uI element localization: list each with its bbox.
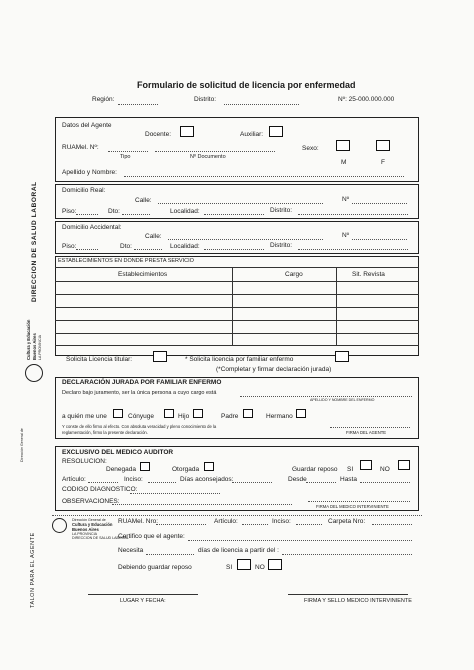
est-row-line <box>55 307 419 308</box>
real-calle-label: Calle: <box>135 197 152 204</box>
med-hasta-field[interactable] <box>360 482 410 483</box>
acc-piso-label: Piso: <box>62 243 77 250</box>
med-desde-field[interactable] <box>306 482 336 483</box>
est-row-line <box>55 294 419 295</box>
acc-distrito-field[interactable] <box>298 249 408 250</box>
real-dto-field[interactable] <box>122 214 150 215</box>
acc-localidad-field[interactable] <box>204 249 264 250</box>
acc-nro-label: Nº <box>342 232 350 239</box>
talon-carpeta-field[interactable] <box>372 524 412 525</box>
solicita-nota: (*Completar y firmar declaración jurada) <box>216 366 332 373</box>
auxiliar-checkbox[interactable] <box>269 126 283 137</box>
logo-small-line-1: Dirección General de <box>72 518 106 522</box>
talon-carpeta-label: Carpeta Nro: <box>328 518 366 525</box>
distrito-label: Distrito: <box>194 96 217 103</box>
denegada-checkbox[interactable] <box>140 462 150 471</box>
auxiliar-label: Auxiliar: <box>240 131 264 138</box>
solicita-titular-checkbox[interactable] <box>153 351 167 362</box>
side-direccion-label: DIRECCION DE SALUD LABORAL <box>31 181 38 302</box>
lugar-fecha-line <box>88 594 198 595</box>
med-articulo-label: Artículo: <box>62 476 86 483</box>
docente-label: Docente: <box>145 131 172 138</box>
distrito-field[interactable] <box>224 104 299 105</box>
padre-label: Padre <box>221 413 239 420</box>
logo-line-3: Buenos Aires <box>32 333 37 360</box>
med-inciso-label: Inciso: <box>124 476 143 483</box>
declaracion-quien-label: a quién me une <box>62 413 107 420</box>
acc-dto-label: Dto: <box>120 243 132 250</box>
observaciones-field[interactable] <box>112 504 292 505</box>
acc-dto-field[interactable] <box>134 249 162 250</box>
talon-si-label: SI <box>226 564 233 571</box>
declaracion-enfermo-field[interactable] <box>240 396 412 397</box>
padre-checkbox[interactable] <box>243 409 253 418</box>
logo-small-line-3: Buenos Aires <box>72 527 99 532</box>
talon-inciso-field[interactable] <box>296 524 322 525</box>
est-row-line <box>55 320 419 321</box>
talon-no-label: NO <box>255 564 265 571</box>
form-number: Nº: 25-000.000.000 <box>338 96 395 103</box>
real-distrito-label: Distrito: <box>270 207 293 214</box>
est-col-sit-revista: Sit. Revista <box>352 271 385 278</box>
talon-seal-icon <box>52 518 67 533</box>
logo-small-line-2: Cultura y Educación <box>72 522 113 527</box>
logo-line-2: Cultura y Educación <box>26 319 31 360</box>
tipo-label: Tipo <box>120 154 131 160</box>
solicita-familiar-checkbox[interactable] <box>335 351 349 362</box>
ruamel-label: RUAMel. Nº: <box>62 144 99 151</box>
declaracion-line1: Declaro bajo juramento, ser la única persona a cuyo cargo está <box>62 390 217 396</box>
real-nro-label: Nº <box>342 196 350 203</box>
lugar-fecha-label: LUGAR Y FECHA: <box>120 598 166 604</box>
ndoc-label: Nº Documento <box>190 154 226 160</box>
otorgada-label: Otorgada <box>172 466 200 473</box>
est-col-establecimientos: Establecimientos <box>118 271 168 278</box>
medico-firma-field[interactable] <box>308 501 410 502</box>
med-articulo-field[interactable] <box>88 482 118 483</box>
est-row-line <box>55 345 419 346</box>
solicita-familiar-label: * Solicita licencia por familiar enfermo <box>185 356 294 363</box>
guardar-reposo-label: Guardar reposo <box>292 466 338 473</box>
declaracion-firma-field[interactable] <box>330 427 410 428</box>
est-header-top-line <box>55 267 419 268</box>
acc-localidad-label: Localidad: <box>170 243 200 250</box>
est-col-cargo: Cargo <box>285 271 303 278</box>
med-inciso-field[interactable] <box>148 482 176 483</box>
acc-calle-field[interactable] <box>168 239 323 240</box>
guardar-no-checkbox[interactable] <box>398 460 410 470</box>
talon-inciso-label: Inciso: <box>272 518 291 525</box>
talon-no-checkbox[interactable] <box>268 559 282 570</box>
logo-line-4: LA PROVINCIA <box>38 335 42 360</box>
certifico-label: Certifico que el agente: <box>118 533 185 540</box>
logo-small-line-4: LA PROVINCIA <box>72 532 97 536</box>
talon-ruamel-field[interactable] <box>156 524 206 525</box>
codigo-diagnostico-field[interactable] <box>130 493 220 494</box>
conyuge-checkbox[interactable] <box>113 409 123 418</box>
region-field[interactable] <box>118 104 158 105</box>
real-localidad-field[interactable] <box>204 214 264 215</box>
cut-line <box>52 515 422 516</box>
ruamel-field[interactable] <box>108 151 148 152</box>
guardar-no-label: NO <box>380 466 390 473</box>
accidental-heading: Domicilio Accidental: <box>62 224 122 231</box>
sexo-label: Sexo: <box>302 145 319 152</box>
apellido-field[interactable] <box>124 176 404 177</box>
side-talon-label: TALON PARA EL AGENTE <box>30 532 36 608</box>
apellido-label: Apellido y Nombre: <box>62 169 117 176</box>
agente-heading: Datos del Agente <box>62 122 112 129</box>
necesita-label: Necesita <box>118 547 144 554</box>
hijo-checkbox-2[interactable] <box>193 409 203 418</box>
med-dias-field[interactable] <box>232 482 272 483</box>
declaracion-firma-label: FIRMA DEL AGENTE <box>346 430 387 435</box>
necesita-field[interactable] <box>146 554 194 555</box>
sexo-f-label: F <box>381 159 385 166</box>
real-nro-field[interactable] <box>352 203 407 204</box>
talon-dias-label: días de licencia a partir del : <box>198 547 279 554</box>
med-dias-label: Días aconsejados: <box>180 476 234 483</box>
province-seal-icon <box>25 364 43 382</box>
certifico-field[interactable] <box>188 540 412 541</box>
med-hasta-label: Hasta <box>340 476 357 483</box>
acc-piso-field[interactable] <box>76 249 98 250</box>
declaracion-apellido-label: APELLIDO Y NOMBRE DEL ENFERMO <box>310 398 375 402</box>
real-piso-label: Piso: <box>62 208 77 215</box>
real-heading: Domicilio Real: <box>62 187 106 194</box>
medico-firma-label: FIRMA DEL MEDICO INTERVINIENTE <box>316 504 389 509</box>
otorgada-checkbox[interactable] <box>204 462 214 471</box>
real-dto-label: Dto: <box>108 208 120 215</box>
declaracion-heading: DECLARACIÓN JURADA POR FAMILIAR ENFERMO <box>62 379 222 386</box>
est-row-line <box>55 281 419 282</box>
real-calle-field[interactable] <box>158 203 323 204</box>
declaracion-texto2: reglamentación, firmo la presente declaración. <box>62 430 148 435</box>
denegada-label: Denegada <box>106 466 136 473</box>
logo-small-line-5: DIRECCION DE SALUD LABORAL <box>72 536 129 540</box>
declaracion-texto1: Y conste de ello firmo al efecto. Con absoluta veracidad y pleno conocimiento de la <box>62 424 217 429</box>
region-label: Región: <box>92 96 115 103</box>
logo-line-1: Dirección General de <box>20 428 24 462</box>
solicita-titular-label: Solicita Licencia titular: <box>66 356 133 363</box>
codigo-diagnostico-label: CODIGO DIAGNOSTICO: <box>62 486 138 493</box>
hermano-checkbox[interactable] <box>296 409 306 418</box>
acc-calle-label: Calle: <box>145 233 162 240</box>
observaciones-label: OBSERVACIONES: <box>62 498 120 505</box>
talon-desde-field[interactable] <box>282 554 412 555</box>
form-title: Formulario de solicitud de licencia por enfermedad <box>137 80 356 90</box>
sexo-m-label: M <box>341 159 347 166</box>
deberia-label: Debiendo guardar reposo <box>118 564 192 571</box>
guardar-si-label: SI <box>347 466 354 473</box>
sexo-m-checkbox[interactable] <box>336 140 350 151</box>
talon-si-checkbox[interactable] <box>237 559 251 570</box>
guardar-si-checkbox[interactable] <box>360 460 372 470</box>
est-row-line <box>55 333 419 334</box>
talon-ruamel-label: RUAMel. Nro: <box>118 518 159 525</box>
med-desde-label: Desde <box>288 476 307 483</box>
firma-sello-line <box>288 594 408 595</box>
firma-sello-label: FIRMA Y SELLO MEDICO INTERVINIENTE <box>304 598 412 604</box>
real-distrito-field[interactable] <box>298 214 408 215</box>
sexo-f-checkbox[interactable] <box>376 140 390 151</box>
resolucion-label: RESOLUCION: <box>62 458 107 465</box>
docente-checkbox[interactable] <box>180 126 194 137</box>
talon-articulo-label: Artículo: <box>214 518 238 525</box>
establecimientos-heading: ESTABLECIMIENTOS EN DONDE PRESTA SERVICIO <box>58 258 194 264</box>
talon-articulo-field[interactable] <box>242 524 268 525</box>
hijo-label: Hijo <box>178 413 190 420</box>
real-localidad-label: Localidad: <box>170 208 200 215</box>
hijo-checkbox[interactable] <box>164 409 174 418</box>
acc-distrito-label: Distrito: <box>270 242 293 249</box>
medico-heading: EXCLUSIVO DEL MEDICO AUDITOR <box>62 449 174 456</box>
documento-field[interactable] <box>155 151 275 152</box>
real-piso-field[interactable] <box>76 214 98 215</box>
hermano-label: Hermano <box>266 413 293 420</box>
conyuge-label: Cónyuge <box>128 413 155 420</box>
acc-nro-field[interactable] <box>352 239 407 240</box>
